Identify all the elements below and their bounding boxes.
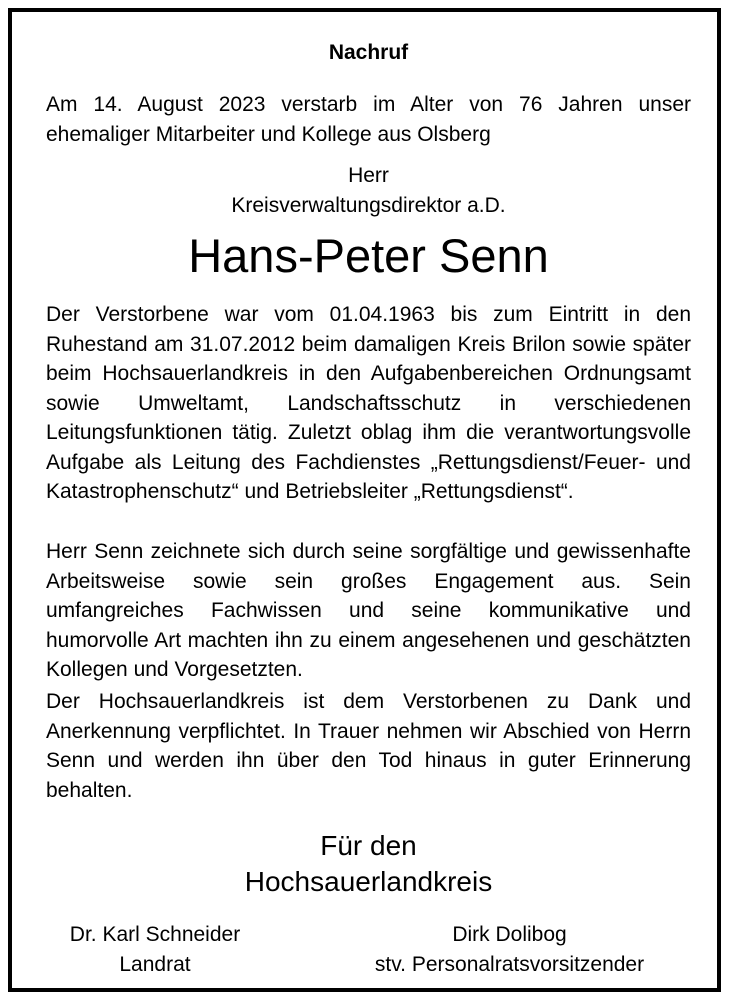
closing-line-1: Für den (320, 830, 417, 861)
obituary-frame (8, 8, 721, 992)
paragraph-character: Herr Senn zeichnete sich durch seine sorgfältige und gewissenhafte Arbeitsweise sowie sein großes Engagement aus. Sein umfangreiches Fachwissen und seine kommunikative und humorvolle Art machten ihn zu einem angesehenen und geschätzten Kollegen und Vorgesetzten. (46, 540, 691, 681)
paragraph-career: Der Verstorbene war vom 01.04.1963 bis zum Eintritt in den Ruhestand am 31.07.2012 beim damaligen Kreis Brilon sowie später beim Hochsauerlandkreis in den Aufgabenbereichen Ordnungsamt sowie Umweltamt, Landschaftsschutz in verschiedenen Leitungsfunktionen tätig. Zuletzt oblag ihm die verantwortungsvolle Aufgabe als Leitung des Fachdienstes „Rettungsdienst/Feuer- und Katastrophenschutz“ und Betriebsleiter „Rettungsdienst“. (46, 303, 691, 503)
honorific: Herr (348, 164, 389, 187)
signatory-name: Dr. Karl Schneider (69, 923, 241, 946)
signatory-role: stv. Personalratsvorsitzender (374, 953, 645, 976)
rank-title: Kreisverwaltungsdirektor a.D. (231, 194, 506, 217)
signatory-role: Landrat (119, 953, 191, 976)
paragraph-gratitude: Der Hochsauerlandkreis ist dem Verstorbenen zu Dank und Anerkennung verpflichtet. In Trauer nehmen wir Abschied von Herrn Senn und werden ihn über den Tod hinaus in guter Erinnerung behalten. (46, 690, 691, 802)
deceased-name: Hans-Peter Senn (188, 229, 549, 282)
signatory-name: Dirk Dolibog (452, 923, 567, 946)
signatory-right (328, 920, 691, 980)
intro-text: Am 14. August 2023 verstarb im Alter von 76 Jahren unser ehemaliger Mitarbeiter und Kollege aus Olsberg (46, 93, 691, 146)
obituary-heading: Nachruf (328, 41, 409, 64)
signatory-left (46, 920, 264, 980)
closing-line-2: Hochsauerlandkreis (244, 866, 493, 897)
